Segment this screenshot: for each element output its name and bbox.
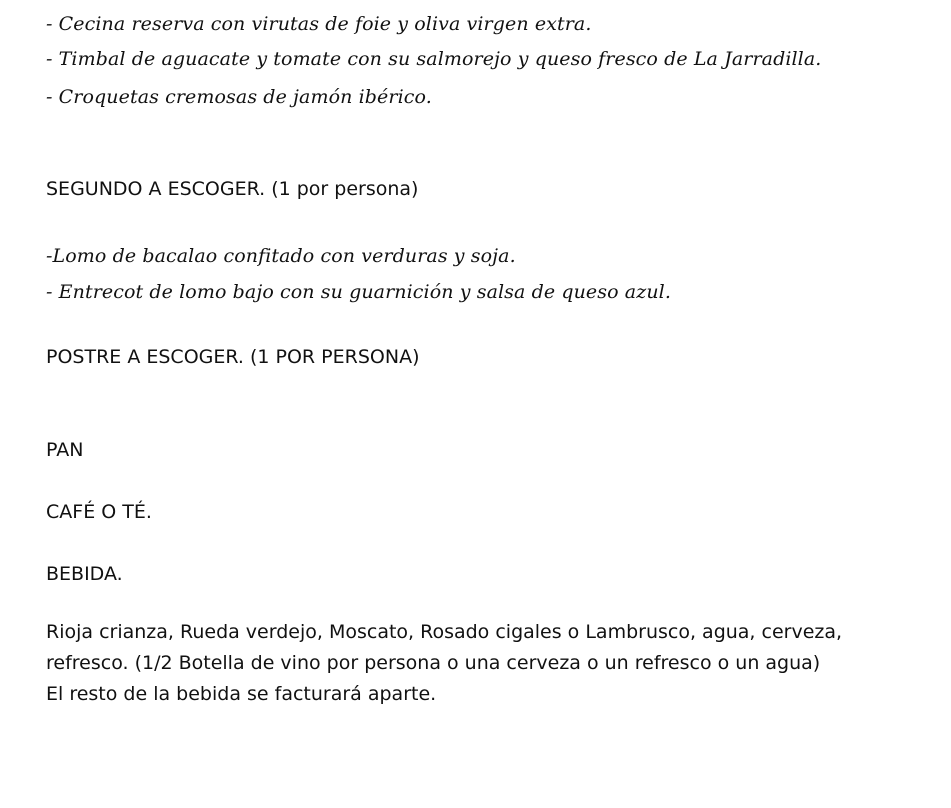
postre-heading: POSTRE A ESCOGER. (1 POR PERSONA) bbox=[46, 346, 420, 368]
segundo-item-1: -Lomo de bacalao confitado con verduras y soja. bbox=[46, 245, 516, 267]
segundo-heading: SEGUNDO A ESCOGER. (1 por persona) bbox=[46, 178, 419, 200]
starter-item-2: - Timbal de aguacate y tomate con su salmorejo y queso fresco de La Jarradilla. bbox=[46, 48, 822, 70]
segundo-item-2: - Entrecot de lomo bajo con su guarnición y salsa de queso azul. bbox=[46, 281, 671, 303]
pan-heading: PAN bbox=[46, 439, 84, 461]
bebida-heading: BEBIDA. bbox=[46, 563, 123, 585]
cafe-heading: CAFÉ O TÉ. bbox=[46, 501, 152, 523]
bebida-line-3: El resto de la bebida se facturará aparte. bbox=[46, 683, 437, 705]
starter-item-1: - Cecina reserva con virutas de foie y oliva virgen extra. bbox=[46, 13, 592, 35]
starter-item-3: - Croquetas cremosas de jamón ibérico. bbox=[46, 86, 432, 108]
bebida-line-2: refresco. (1/2 Botella de vino por persona o una cerveza o un refresco o un agua) bbox=[46, 652, 821, 674]
bebida-line-1: Rioja crianza, Rueda verdejo, Moscato, Rosado cigales o Lambrusco, agua, cerveza, bbox=[46, 621, 843, 643]
